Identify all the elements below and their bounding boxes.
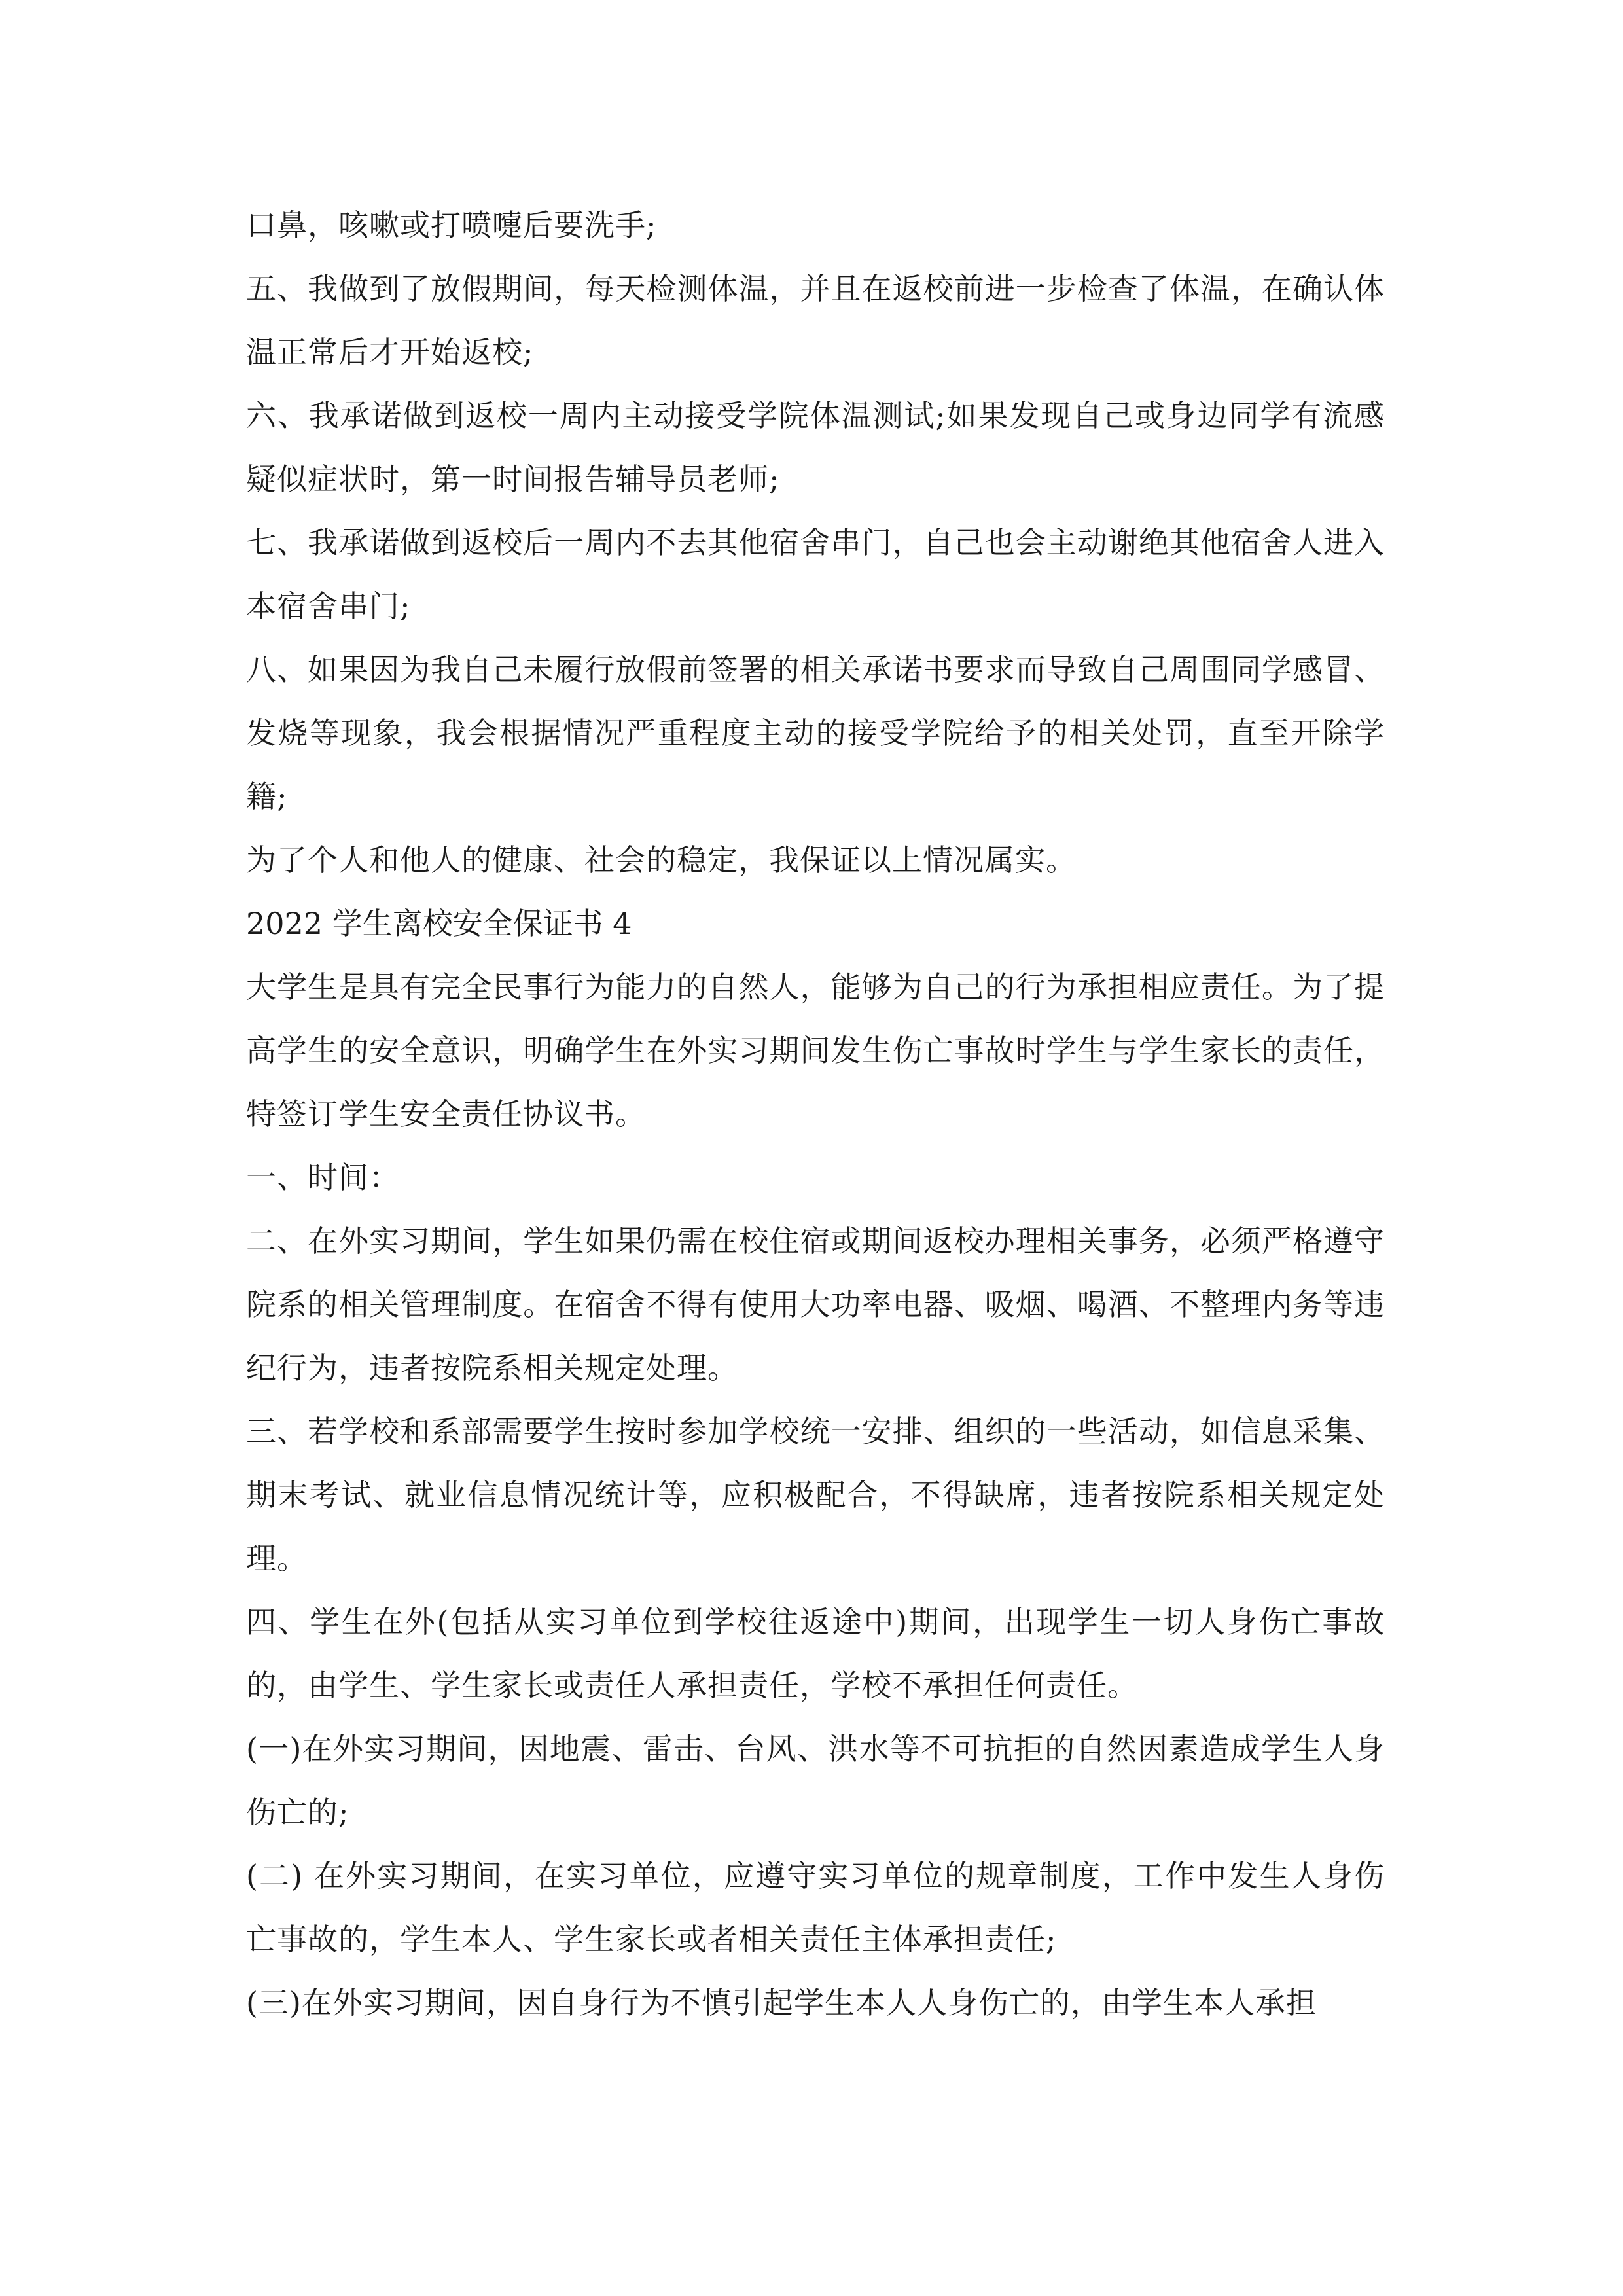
paragraph: (二) 在外实习期间，在实习单位，应遵守实习单位的规章制度，工作中发生人身伤亡事故的，学生本人、学生家长或者相关责任主体承担责任; [246, 1858, 1385, 1957]
paragraph: 六、我承诺做到返校一周内主动接受学院体温测试;如果发现自己或身边同学有流感疑似症状时，第一时间报告辅导员老师; [246, 398, 1385, 497]
paragraph: 为了个人和他人的健康、社会的稳定，我保证以上情况属实。 [246, 842, 1077, 878]
paragraph: 大学生是具有完全民事行为能力的自然人，能够为自己的行为承担相应责任。为了提高学生的安全意识，明确学生在外实习期间发生伤亡事故时学生与学生家长的责任，特签订学生安全责任协议书。 [246, 969, 1385, 1132]
paragraph: 二、在外实习期间，学生如果仍需在校住宿或期间返校办理相关事务，必须严格遵守院系的相关管理制度。在宿舍不得有使用大功率电器、吸烟、喝酒、不整理内务等违纪行为，违者按院系相关规定处理。 [246, 1223, 1385, 1386]
paragraph: 三、若学校和系部需要学生按时参加学校统一安排、组织的一些活动，如信息采集、期末考试、就业信息情况统计等，应积极配合，不得缺席，违者按院系相关规定处理。 [246, 1414, 1385, 1576]
paragraph: 五、我做到了放假期间，每天检测体温，并且在返校前进一步检查了体温，在确认体温正常后才开始返校; [246, 271, 1385, 370]
paragraph: (三)在外实习期间，因自身行为不慎引起学生本人人身伤亡的，由学生本人承担 [246, 1985, 1317, 2020]
paragraph: 七、我承诺做到返校后一周内不去其他宿舍串门，自己也会主动谢绝其他宿舍人进入本宿舍串门; [246, 525, 1385, 624]
section-heading: 2022 学生离校安全保证书 4 [246, 906, 632, 941]
paragraph: (一)在外实习期间，因地震、雷击、台风、洪水等不可抗拒的自然因素造成学生人身伤亡的; [246, 1731, 1385, 1830]
paragraph: 四、学生在外(包括从实习单位到学校往返途中)期间，出现学生一切人身伤亡事故的，由学生、学生家长或责任人承担责任，学校不承担任何责任。 [246, 1604, 1385, 1703]
paragraph: 口鼻，咳嗽或打喷嚏后要洗手; [246, 207, 657, 243]
paragraph: 八、如果因为我自己未履行放假前签署的相关承诺书要求而导致自己周围同学感冒、发烧等现象，我会根据情况严重程度主动的接受学院给予的相关处罚，直至开除学籍; [246, 652, 1385, 814]
document-body [246, 194, 1385, 2035]
paragraph: 一、时间： [246, 1160, 400, 1195]
